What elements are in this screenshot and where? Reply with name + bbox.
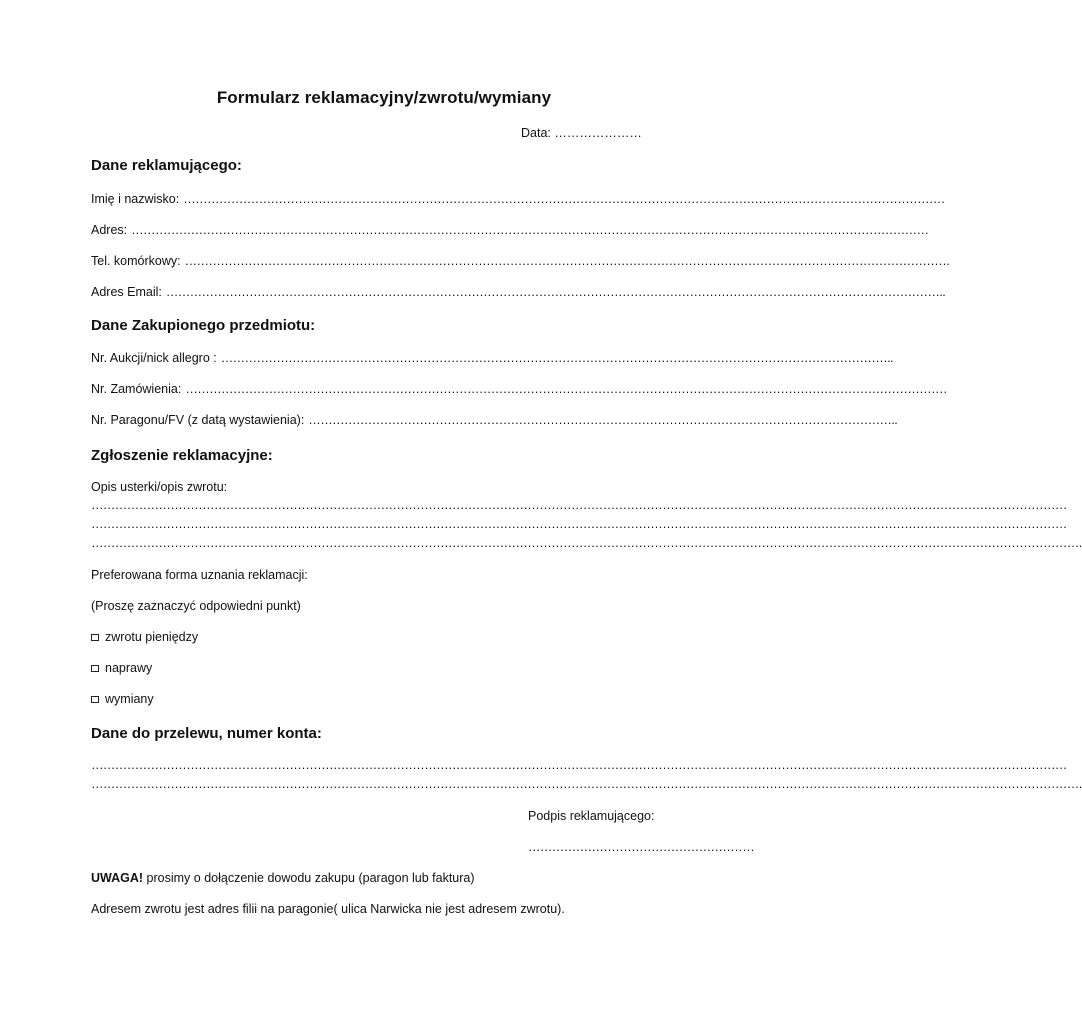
description-line-3[interactable]: ……………………………………………………………………………………………………………………………………………………………………………………………………………………………. — [91, 536, 1082, 550]
checkbox-icon[interactable] — [91, 696, 99, 703]
transfer-heading: Dane do przelewu, numer konta: — [91, 725, 322, 742]
name-field[interactable] — [91, 192, 945, 206]
item-heading: Dane Zakupionego przedmiotu: — [91, 317, 316, 334]
phone-dots: …………………………………………………………………………………………………………………………………………………………………………. — [184, 254, 950, 268]
auction-dots: …………………………………………………………………………………………………………………………………………………….. — [220, 351, 893, 365]
warning-label: UWAGA! — [91, 871, 144, 885]
option-repair[interactable] — [91, 661, 152, 675]
description-label: Opis usterki/opis zwrotu: — [91, 480, 228, 494]
receipt-dots: ………………………………………………………………………………………………………………………………….. — [308, 413, 898, 427]
order-number-label: Nr. Zamówienia: — [91, 382, 182, 396]
option-refund[interactable] — [91, 630, 198, 644]
phone-label: Tel. komórkowy: — [91, 254, 181, 268]
warning-note — [91, 871, 475, 885]
warning-text: prosimy o dołączenie dowodu zakupu (paragon lub faktura) — [143, 871, 475, 885]
claimant-heading: Dane reklamującego: — [91, 157, 242, 174]
signature-label: Podpis reklamującego: — [528, 809, 655, 823]
option-exchange[interactable] — [91, 692, 154, 706]
auction-label: Nr. Aukcji/nick allegro : — [91, 351, 217, 365]
description-line-1[interactable]: ………………………………………………………………………………………………………………………………………………………………………………………………………………………… — [91, 498, 1067, 512]
checkbox-icon[interactable] — [91, 634, 99, 641]
checkbox-icon[interactable] — [91, 665, 99, 672]
email-field[interactable] — [91, 285, 946, 299]
email-label: Adres Email: — [91, 285, 162, 299]
description-line-2[interactable]: ………………………………………………………………………………………………………………………………………………………………………………………………………………………… — [91, 517, 1067, 531]
receipt-label: Nr. Paragonu/FV (z datą wystawienia): — [91, 413, 305, 427]
transfer-line-1[interactable]: ………………………………………………………………………………………………………………………………………………………………………………………………………………………… — [91, 758, 1067, 772]
complaint-heading: Zgłoszenie reklamacyjne: — [91, 447, 273, 464]
order-number-field[interactable] — [91, 382, 947, 396]
auction-field[interactable] — [91, 351, 893, 365]
option-repair-label: naprawy — [105, 661, 153, 675]
receipt-field[interactable] — [91, 413, 898, 427]
address-dots: ………………………………………………………………………………………………………………………………………………………………………………… — [131, 223, 929, 237]
date-field[interactable]: Data: ………………… — [521, 126, 642, 140]
name-dots: ………………………………………………………………………………………………………………………………………………………………………… — [183, 192, 945, 206]
signature-field[interactable]: ………………………………………………… — [528, 840, 755, 854]
transfer-line-2[interactable]: ……………………………………………………………………………………………………………………………………………………………………………………………………………………………. — [91, 777, 1082, 791]
preferred-form-label: Preferowana forma uznania reklamacji: — [91, 568, 308, 582]
name-label: Imię i nazwisko: — [91, 192, 180, 206]
order-number-dots: ………………………………………………………………………………………………………………………………………………………………………… — [185, 382, 947, 396]
address-field[interactable] — [91, 223, 929, 237]
address-label: Adres: — [91, 223, 128, 237]
phone-field[interactable] — [91, 254, 950, 268]
option-refund-label: zwrotu pieniędzy — [105, 630, 199, 644]
option-exchange-label: wymiany — [105, 692, 154, 706]
return-address-note: Adresem zwrotu jest adres filii na paragonie( ulica Narwicka nie jest adresem zwrotu). — [91, 902, 565, 916]
email-dots: …………………………………………………………………………………………………………………………………………………………………………….. — [165, 285, 946, 299]
instruction-text: (Proszę zaznaczyć odpowiedni punkt) — [91, 599, 301, 613]
form-title: Formularz reklamacyjny/zwrotu/wymiany — [216, 88, 552, 107]
